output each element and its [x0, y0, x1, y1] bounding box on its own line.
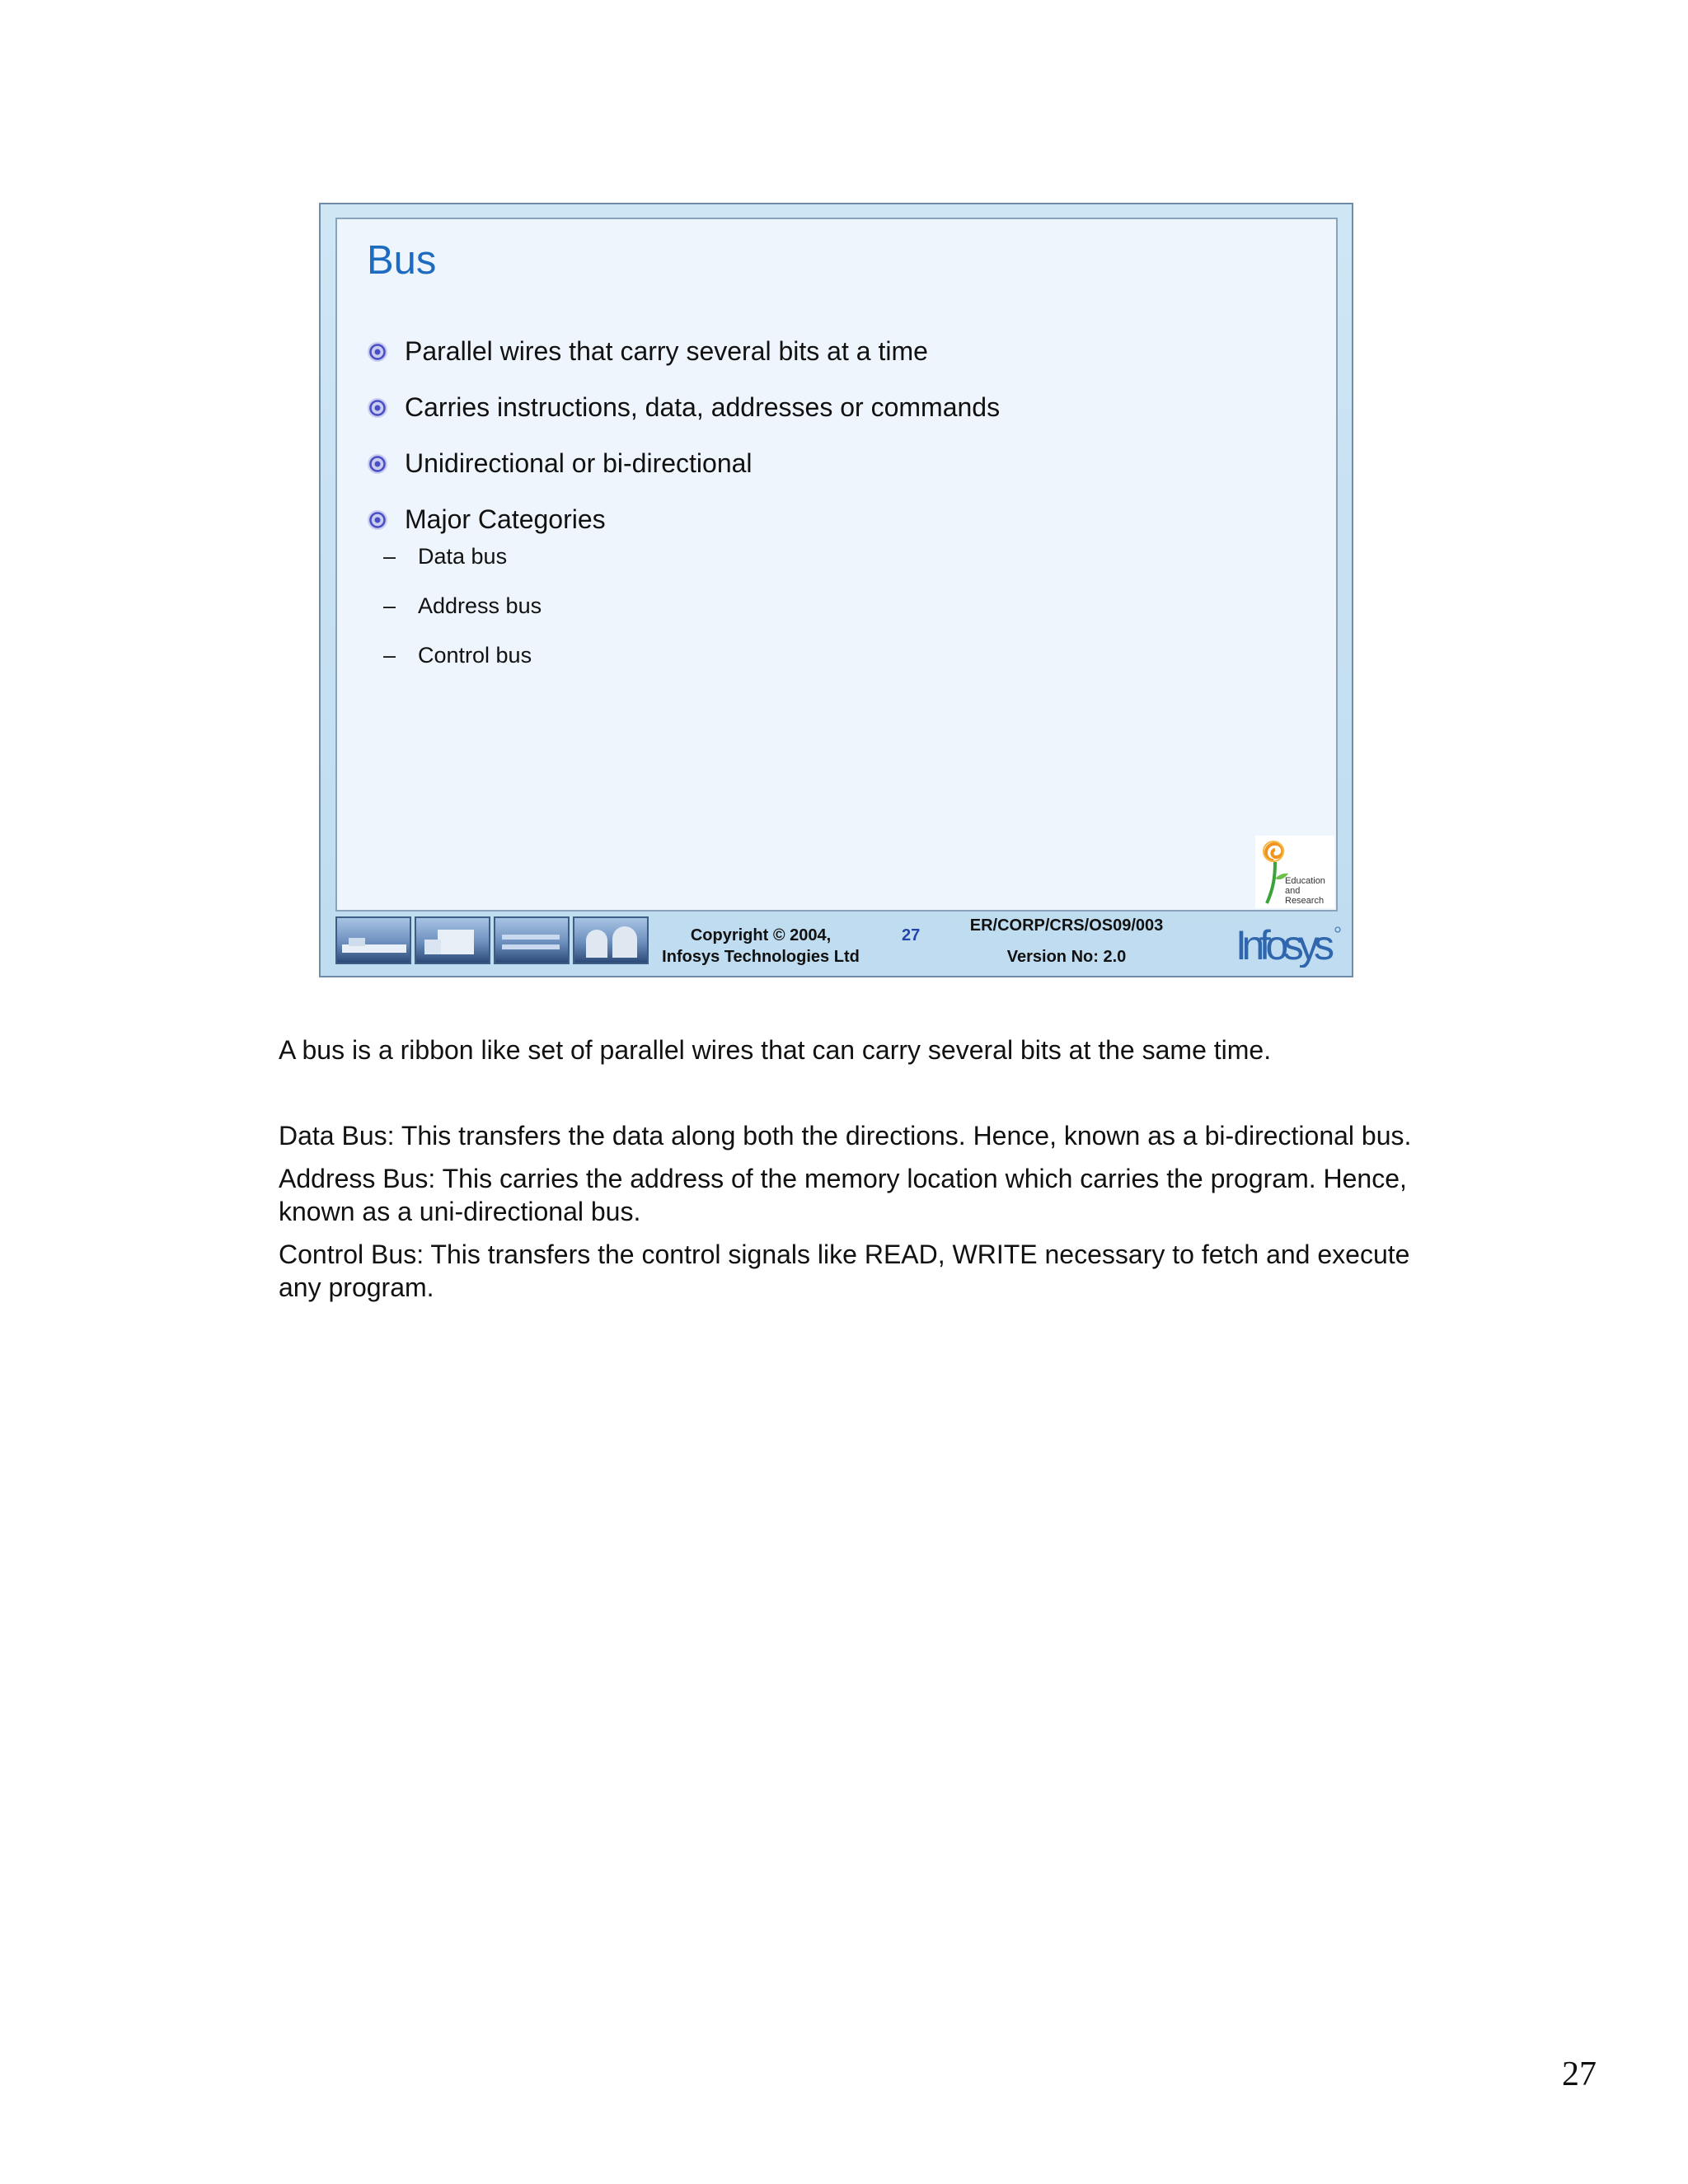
campus-photo-thumbnail: [415, 916, 490, 964]
sub-bullet-item: [383, 641, 542, 691]
footer-copyright-line-2: Infosys Technologies Ltd: [662, 948, 860, 966]
page-number: 27: [1562, 2055, 1597, 2093]
footer-doc-code: ER/CORP/CRS/OS09/003: [969, 916, 1164, 935]
footer-copyright: [662, 925, 860, 968]
notes-paragraph: Control Bus: This transfers the control signals like READ, WRITE necessary to fetch and execute any program.: [279, 1240, 1410, 1302]
infosys-logo: [1234, 920, 1343, 968]
edu-logo-line-3: Research: [1285, 896, 1325, 906]
slide-title: Bus: [367, 238, 437, 283]
sub-bullet-text: Data bus: [418, 544, 508, 569]
sub-bullet-list: [383, 542, 542, 691]
bullet-text: Parallel wires that carry several bits at a time: [405, 336, 928, 366]
bullet-item: [367, 335, 1000, 391]
bullet-item: [367, 447, 1000, 503]
campus-photo-thumbnail: [494, 916, 570, 964]
sub-bullet-dash: –: [383, 593, 396, 618]
bullet-list: [367, 335, 1000, 559]
bullet-text: Major Categories: [405, 504, 606, 534]
sub-bullet-item: [383, 592, 542, 641]
slide: [319, 203, 1353, 977]
sub-bullet-text: Control bus: [418, 643, 532, 668]
footer-version: Version No: 2.0: [1006, 948, 1127, 966]
footer-doc-info: [964, 915, 1170, 968]
sub-bullet-item: [383, 542, 542, 592]
footer-slide-number: 27: [902, 926, 921, 944]
edu-logo-line-2: and: [1285, 886, 1301, 896]
education-research-logo: [1255, 836, 1334, 908]
speaker-notes: [279, 1033, 1416, 1304]
notes-paragraph: A bus is a ribbon like set of parallel wires that can carry several bits at the same time.: [279, 1035, 1272, 1065]
campus-photo-thumbnail: [335, 916, 411, 964]
bullet-text: Unidirectional or bi-directional: [405, 448, 753, 478]
edu-logo-line-1: Education: [1285, 876, 1325, 886]
infosys-logo-text: Infosys: [1236, 922, 1333, 968]
notes-paragraph: Data Bus: This transfers the data along both the directions. Hence, known as a bi-directional bus.: [279, 1121, 1412, 1151]
bullet-text: Carries instructions, data, addresses or commands: [405, 392, 1001, 422]
sub-bullet-dash: –: [383, 544, 396, 569]
slide-content-area: [335, 218, 1338, 912]
sub-bullet-dash: –: [383, 643, 396, 668]
swirl-bullet-icon: [367, 397, 388, 419]
campus-photo-thumbnail: [573, 916, 649, 964]
sub-bullet-text: Address bus: [418, 593, 542, 618]
slide-footer: [335, 916, 1338, 969]
footer-copyright-line-1: Copyright © 2004,: [690, 926, 832, 944]
bullet-item: [367, 391, 1000, 447]
swirl-bullet-icon: [367, 341, 388, 363]
swirl-bullet-icon: [367, 453, 388, 475]
notes-paragraph: Address Bus: This carries the address of the memory location which carries the program. Hence, known as a uni-directional bus.: [279, 1164, 1407, 1226]
swirl-bullet-icon: [367, 509, 388, 531]
